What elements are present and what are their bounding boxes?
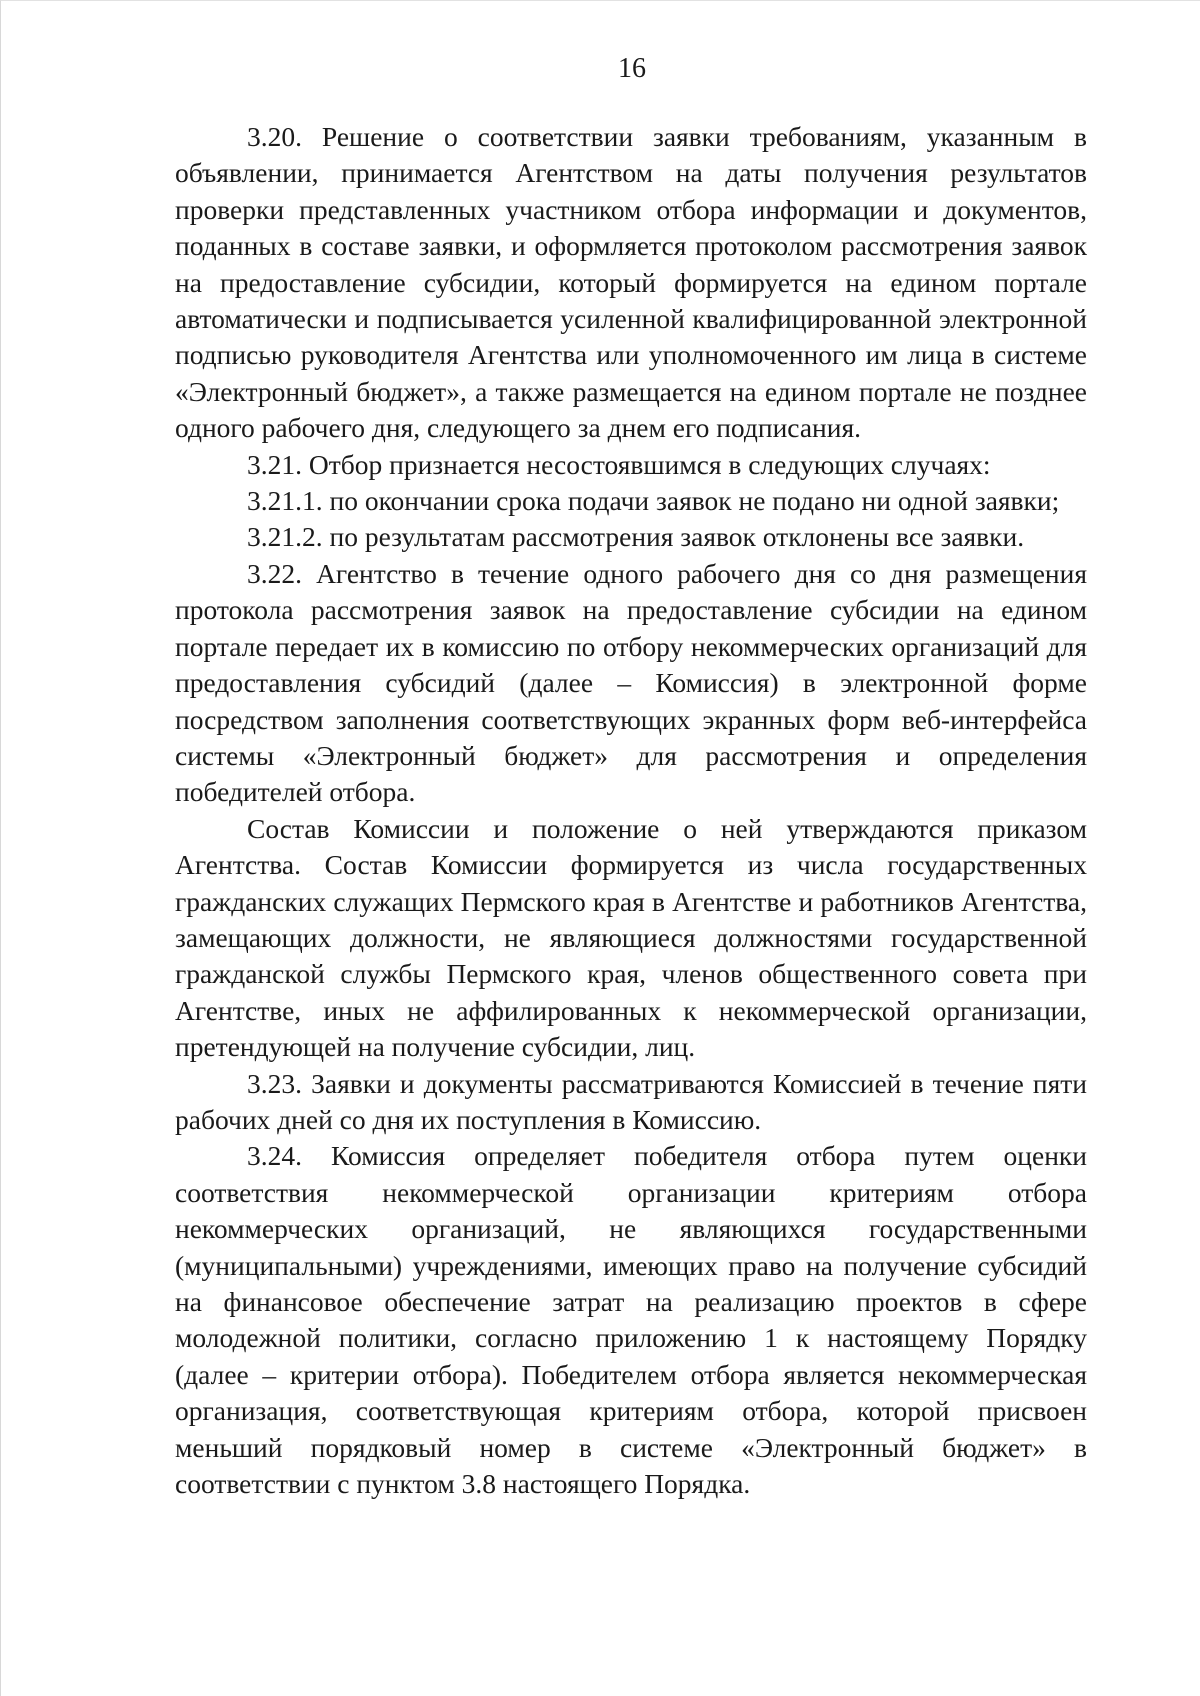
paragraph-3-22: 3.22. Агентство в течение одного рабочего дня со дня размещения протокола рассмотрения заявок на предоставление субсидии на едином портале передает их в комиссию по отбору некоммерческих организаций для предоставления субсидий (далее – Комиссия) в электронной форме посредством заполнения соответствующих экранных форм веб-интерфейса системы «Электронный бюджет» для рассмотрения и определения победителей отбора. (175, 557, 1087, 808)
paragraph-3-20: 3.20. Решение о соответствии заявки требованиям, указанным в объявлении, принимается Агентством на даты получения результатов проверки представленных участником отбора информации и документов, поданных в составе заявки, и оформляется протоколом рассмотрения заявок на предоставление субсидии, который формируется на едином портале автоматически и подписывается усиленной квалифицированной электронной подписью руководителя Агентства или уполномоченного им лица в системе «Электронный бюджет», а также размещается на едином портале не позднее одного рабочего дня, следующего за днем его подписания. (175, 121, 1087, 444)
document-body (175, 119, 1087, 1502)
paragraph-3-24: 3.24. Комиссия определяет победителя отбора путем оценки соответствия некоммерческой организации критериям отбора некоммерческих организаций, не являющихся государственными (муниципальными) учреждениями, имеющих право на получение субсидий на финансовое обеспечение затрат на реализацию проектов в сфере молодежной политики, согласно приложению 1 к настоящему Порядку (далее – критерии отбора). Победителем отбора является некоммерческая организация, соответствующая критериям отбора, которой присвоен меньший порядковый номер в системе «Электронный бюджет» в соответствии с пунктом 3.8 настоящего Порядка. (175, 1140, 1087, 1500)
paragraph-3-23: 3.23. Заявки и документы рассматриваются Комиссией в течение пяти рабочих дней со дня их поступления в Комиссию. (175, 1067, 1087, 1135)
paragraph-3-21: 3.21. Отбор признается несостоявшимся в следующих случаях: (247, 448, 991, 480)
paragraph-3-21-1: 3.21.1. по окончании срока подачи заявок не подано ни одной заявки; (247, 485, 1060, 517)
paragraph-3-21-2: 3.21.2. по результатам рассмотрения заявок отклонены все заявки. (247, 521, 1025, 553)
paragraph-commission-composition: Состав Комиссии и положение о ней утверждаются приказом Агентства. Состав Комиссии формируется из числа государственных гражданских служащих Пермского края в Агентстве и работников Агентства, замещающих должности, не являющиеся должностями государственной гражданской службы Пермского края, членов общественного совета при Агентстве, иных не аффилированных к некоммерческой организации, претендующей на получение субсидии, лиц. (175, 812, 1087, 1063)
page-number: 16 (618, 53, 646, 84)
